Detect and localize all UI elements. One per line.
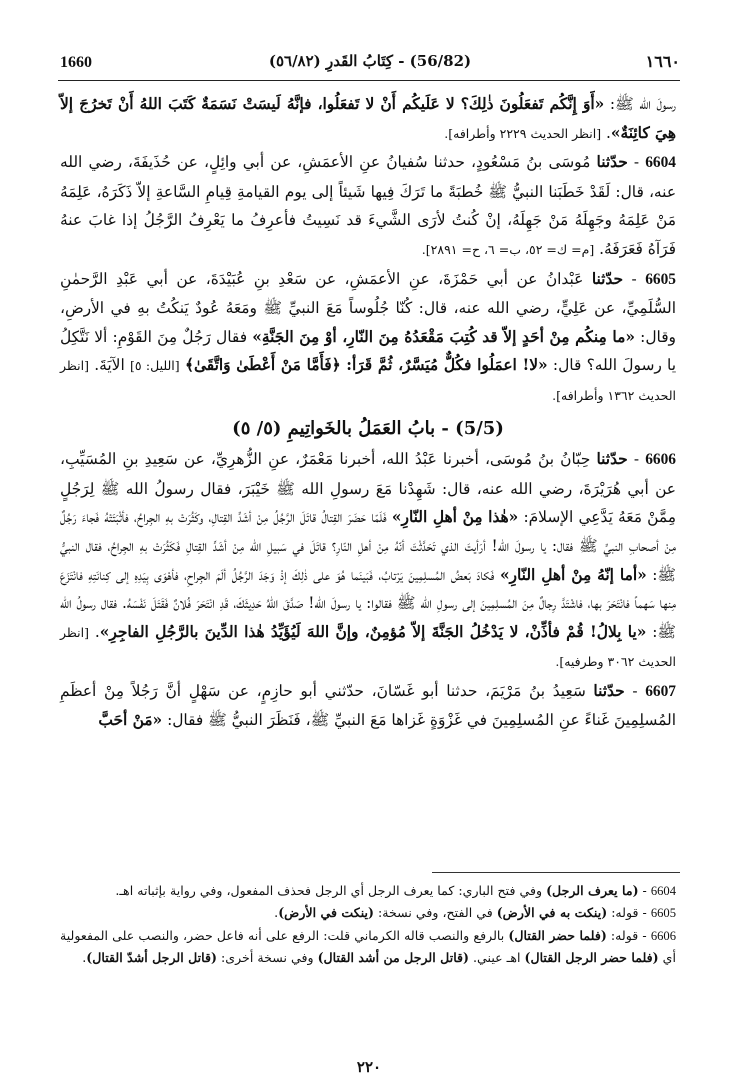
footnote-6605: 6605 - قوله: (ينكت به في الأرض) في الفتح، وفي نسخة: (ينكت في الأرض).: [274, 905, 676, 921]
haddathana-marker: حدّثنا: [591, 269, 624, 288]
header-rule: [58, 80, 680, 81]
hadith-6606: 6606 - حدّثنا حِبّانُ بنُ مُوسَى، أخبرنا عَبْدُ الله، أخبرنا مَعْمَرٌ، عنِ الزُّهرِيِّ، عن سَعِيدِ بنِ المُسَيِّبِ، عن أبي هُرَيْرَةَ، رضي الله عنه، قال: شَهِدْنا مَعَ رسولِ الله ﷺ خَيْبَرَ، فقال رسولُ الله ﷺ لِرَجُلٍ مِمَّنْ مَعَهُ يَدَّعِي الإسلامَ: «هٰذا مِنْ أهلِ النّارِ» فَلَمّا حَضَرَ القِتالُ قاتَلَ الرَّجُلُ مِنْ أشَدِّ القِتالِ، وكَثُرَتْ بهِ الجِراحُ، فأثْبَتَتْهُ فَجاءَ رَجُلٌ مِنْ أصحابِ النبيِّ ﷺ فقال: يا رسولَ الله! أرَأيتَ الذي تَحَدَّثْتَ أنّهُ مِنْ أهلِ النّارِ؟ قاتَلَ في سَبيلِ الله مِنْ أشَدِّ القِتالِ فَكَثُرَتْ بهِ الجِراحُ، فقال النبيُّ ﷺ: «أما إنّهُ مِنْ أهلِ النّارِ» فَكادَ بَعضُ المُسلِمِينَ يَرْتابُ، فَبَينَما هُوَ على ذٰلِكَ إذْ وَجَدَ الرَّجُلُ ألَمَ الجِراحِ، فأهْوَى بِيَدِهِ إلى كِنانَتِهِ فانْتَزَعَ مِنها سَهماً فانْتَحَرَ بها، فاشْتَدَّ رِجالٌ مِنَ المُسلِمِينَ إلى رسولِ الله ﷺ فقالوا: يا رسولَ الله! صَدَّقَ اللهُ حَدِيثَكَ، قَدِ انْتَحَرَ فُلانٌ فَقَتَلَ نَفْسَهُ. فقال رسولُ الله ﷺ: «يا بِلالُ! قُمْ فأذِّنْ، لا يَدْخُلُ الجَنَّةَ إلاّ مُؤمِنٌ، وإنَّ اللهَ لَيُؤَيِّدُ هٰذا الدِّينَ بالرَّجُلِ الفاجِرِ». [انظر الحديث ٣٠٦٢ وطرفيه].: [60, 450, 677, 670]
prophet-quote: «مَنْ أحَبَّ: [98, 711, 163, 730]
cross-reference: [م= ك= ٥٢، ب= ٦، ح= ٢٨٩١].: [421, 241, 595, 257]
hadith-6605: 6605 - حدّثنا عَبْدانُ عن أبي حَمْزَةَ، عنِ الأعمَشِ، عن سَعْدِ بنِ عُبَيْدَةَ، عن أبي عَبْدِ الرَّحمٰنِ السُّلَمِيِّ، عن عَلِيٍّ، رضي الله عنه، قال: كُنّا جُلُوساً مَعَ النبيِّ ﷺ ومَعَهُ عُودٌ يَنكُتُ بهِ في الأرضِ، وقال: «ما مِنكُم مِنْ أحَدٍ إلاّ قد كُتِبَ مَقْعَدُهُ مِنَ النّارِ، أوْ مِنَ الجَنَّةِ» فقال رَجُلٌ مِنَ القَوْمِ: ألا نَتَّكِلُ يا رسولَ الله؟ قال: «لا! اعمَلُوا فكُلٌّ مُيَسَّرٌ، ثُمَّ قَرَأ: ﴿فَأَمَّا مَنْ أَعْطَىٰ وَاتَّقَىٰ﴾ [الليل: ٥] الآيَةَ. [انظر الحديث ١٣٦٢ وأطرافه].: [60, 269, 676, 403]
cross-reference: [انظر الحديث ٢٢٢٩ وأطرافه].: [444, 125, 602, 141]
prophet-quote: «أَوَ إِنَّكُم تَفعَلُونَ ذٰلِكَ؟ لا عَلَيكُم أَنْ لا تَفعَلُوا، فإنَّهُ لَيسَتْ نَسَمَةٌ كَتَبَ اللهُ أَنْ تَخرُجَ إلاّ هِيَ كائِنَةٌ»: [60, 95, 676, 142]
continuation-paragraph: رسولَ الله ﷺ: «أَوَ إِنَّكُم تَفعَلُونَ ذٰلِكَ؟ لا عَلَيكُم أَنْ لا تَفعَلُوا، فإنَّهُ لَيسَتْ نَسَمَةٌ كَتَبَ اللهُ أَنْ تَخرُجَ إلاّ هِيَ كائِنَةٌ». [انظر الحديث ٢٢٢٩ وأطرافه].: [60, 95, 676, 142]
footnote-6604: 6604 - (ما يعرف الرجل) وفي فتح الباري: كما يعرف الرجل أي الرجل فحذف المفعول، وفي رواية بإثباته اهـ.: [115, 883, 676, 898]
haddathana-marker: حدّثنا: [596, 153, 628, 172]
hadith-number: 6604: [645, 154, 676, 172]
footnote-6606: 6606 - قوله: (فلما حضر القتال) بالرفع والنصب قاله الكرماني قلت: الرفع على أنه فاعل حضر، والنصب على المفعولية أي (فلما حضر الرجل القتال) اهـ عيني. (قاتل الرجل من أشد القتال) وفي نسخة أخرى: (قاتل الرجل أشدّ القتال).: [60, 927, 676, 966]
hadith-number: 6606: [645, 451, 676, 469]
chapter-heading: (5/5) - بابُ العَمَلُ بالخَواتِيمِ (٥/ ٥): [232, 417, 504, 439]
verse-reference: [الليل: ٥]: [129, 358, 180, 374]
haddathana-marker: حدّثنا: [596, 450, 628, 469]
footnotes: [60, 880, 676, 970]
page-number-latin: 1660: [60, 54, 92, 71]
prophet-quote: «هٰذا مِنْ أهلِ النّارِ»: [391, 508, 519, 527]
hadith-6604: 6604 - حدّثنا مُوسَى بنُ مَسْعُودٍ، حدثنا سُفيانُ عنِ الأعمَشِ، عن أبي وائِلٍ، عن حُذَيفَةَ، رضي الله عنه، قال: لَقَدْ خَطَبَنا النبيُّ ﷺ خُطبَةً ما تَرَكَ فِيها شَيئاً إلى يوم القيامةِ قِيامِ السَّاعةِ إلاّ ذَكَرَهُ، عَلِمَهُ مَنْ عَلِمَهُ وجَهِلَهُ مَنْ جَهِلَهُ، إنْ كُنتُ لأرَى الشَّيءَ قد نَسِيتُ فأعرِفُ ما يَعْرِفُ الرَّجُلُ إذا غابَ عنهُ فَرَآهُ فَعَرَفَهُ. [م= ك= ٥٢، ب= ٦، ح= ٢٨٩١].: [60, 153, 676, 258]
footnote-rule: [432, 872, 680, 873]
page-header: [60, 48, 680, 78]
page-footer-number: ٢٢٠: [356, 1058, 382, 1076]
prophet-quote: «لا! اعمَلُوا فكُلٌّ مُيَسَّرٌ، ثُمَّ قَرَأ: ﴿فَأَمَّا مَنْ أَعْطَىٰ وَاتَّقَىٰ﴾: [184, 356, 548, 375]
haddathana-marker: حدّثنا: [593, 681, 625, 700]
running-title: (56/82) - كِتَابُ القَدرِ (٥٦/٨٢): [268, 52, 472, 70]
prophet-quote: «ما مِنكُم مِنْ أحَدٍ إلاّ قد كُتِبَ مَقْعَدُهُ مِنَ النّارِ، أوْ مِنَ الجَنَّةِ»: [252, 327, 635, 346]
page-number-arabic: ١٦٦٠: [645, 52, 680, 71]
prophet-quote: «أما إنّهُ مِنْ أهلِ النّارِ»: [499, 565, 647, 584]
cross-reference: [انظر الحديث ٣٠٦٢ وطرفيه].: [60, 624, 676, 670]
hadith-6607: 6607 - حدّثنا سَعِيدُ بنُ مَرْيَمَ، حدثنا أبو غَسّانَ، حدّثني أبو حازِمٍ، عن سَهْلٍ أنَّ رَجُلاً مِنْ أعظَمِ المُسلِمِينَ غَناءً عنِ المُسلِمِينَ في غَزْوَةٍ غَزاها مَعَ النبيِّ ﷺ، فَنَظَرَ النبيُّ ﷺ فقال: «مَنْ أحَبَّ: [60, 681, 676, 730]
cross-reference: [انظر الحديث ١٣٦٢ وأطرافه].: [60, 358, 676, 403]
hadith-number: 6607: [645, 682, 676, 700]
prophet-quote: «يا بِلالُ! قُمْ فأذِّنْ، لا يَدْخُلُ الجَنَّةَ إلاّ مُؤمِنٌ، وإنَّ اللهَ لَيُؤَيِّدُ هٰذا الدِّينَ بالرَّجُلِ الفاجِرِ»: [99, 622, 647, 641]
main-text: [60, 90, 676, 735]
hadith-number: 6605: [645, 270, 676, 288]
